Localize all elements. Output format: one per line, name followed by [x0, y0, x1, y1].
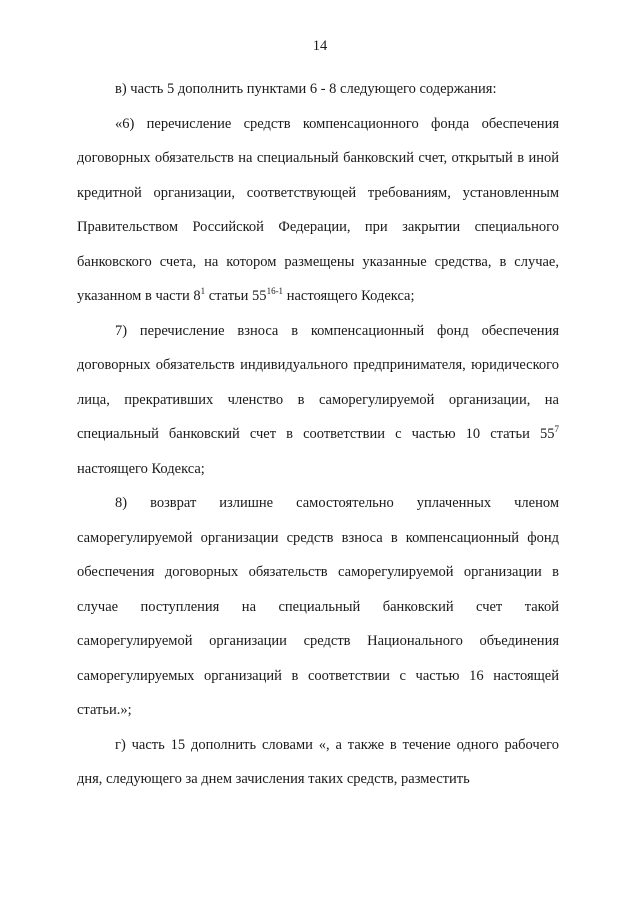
superscript: 7 — [554, 424, 559, 434]
paragraph-item-8 — [77, 486, 559, 728]
paragraph-text: статьи 55 — [205, 288, 267, 304]
paragraph-text: «6) перечисление средств компенсационного фонда обеспечения договорных обязательств на специальный банковский счет, открытый в иной кредитной организации, соответствующей требованиям, установленным Правительством Российской Федерации, при закрытии специального банковского счета, на котором размещены указанные средства, в случае, указанном в части 8 — [77, 115, 559, 304]
paragraph-text: 8) возврат излишне самостоятельно уплаченных членом саморегулируемой организации средств взноса в компенсационный фонд обеспечения договорных обязательств саморегулируемой организации в случае поступления на специальный банковский счет такой саморегулируемой организации средств Национального объединения саморегулируемых организаций в соответствии с частью 16 настоящей статьи.»; — [77, 495, 559, 718]
superscript: 1 — [200, 286, 206, 296]
paragraph-g — [77, 728, 559, 797]
paragraph-text: в) часть 5 дополнить пунктами 6 - 8 следующего содержания: — [115, 81, 497, 97]
paragraph-text: 7) перечисление взноса в компенсационный фонд обеспечения договорных обязательств индивидуального предпринимателя, юридического лица, прекративших членство в саморегулируемой организации, на специальный банковский счет в соответствии с частью 10 статьи 55 — [77, 322, 559, 442]
paragraph-item-7 — [77, 314, 559, 487]
page-number: 14 — [312, 38, 328, 54]
paragraph-text: настоящего Кодекса; — [283, 288, 415, 304]
superscript: 16-1 — [266, 286, 284, 296]
paragraph-text: настоящего Кодекса; — [77, 460, 205, 477]
paragraph-item-6 — [77, 107, 559, 314]
paragraph-text: г) часть 15 дополнить словами «, а также в течение одного рабочего дня, следующего за днем зачисления таких средств, разместить — [77, 736, 559, 787]
paragraph-v — [77, 72, 559, 107]
document-body — [77, 72, 559, 797]
